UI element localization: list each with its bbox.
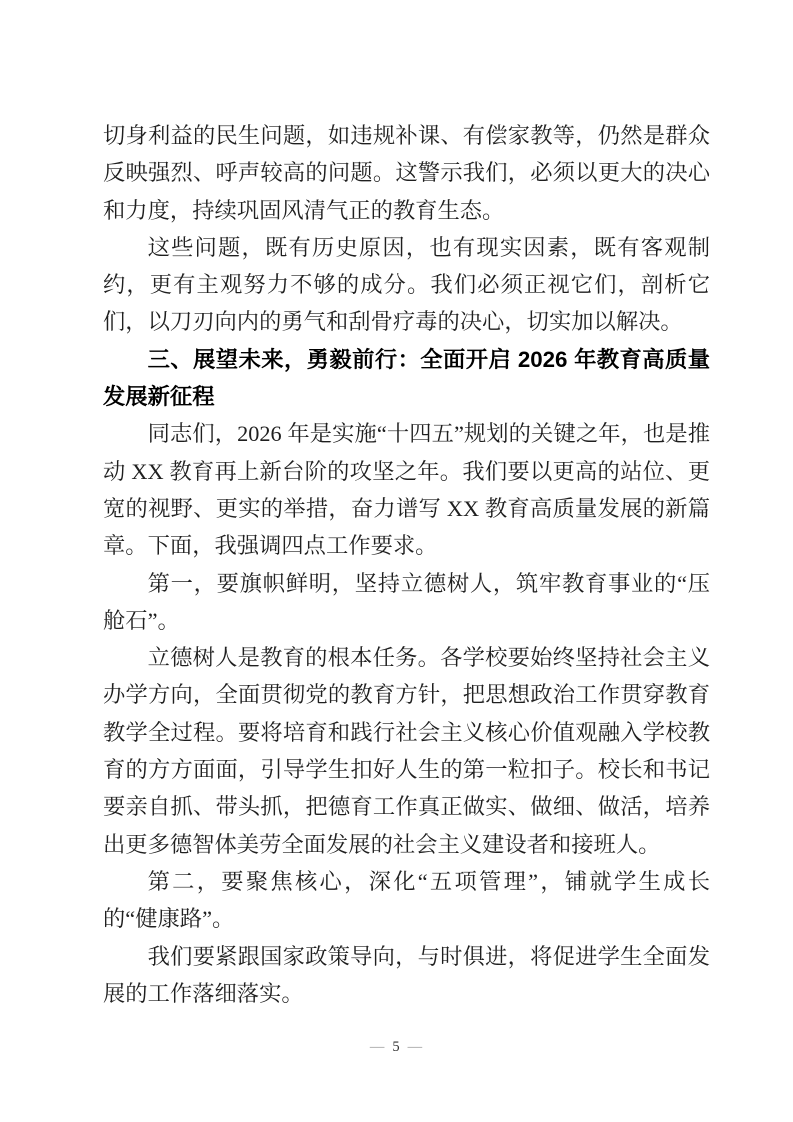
paragraph: 第二，要聚焦核心，深化“五项管理”，铺就学生成长的“健康路”。 bbox=[103, 868, 710, 932]
page-footer bbox=[0, 1036, 793, 1058]
footer-left-dash: — bbox=[369, 1039, 386, 1055]
paragraph: 同志们，2026 年是实施“十四五”规划的关键之年，也是推动 XX 教育再上新台阶的攻坚之年。我们要以更高的站位、更宽的视野、更实的举措，奋力谱写 XX 教育高质量发展的新篇章。下面，我强调四点工作要求。 bbox=[103, 421, 710, 559]
footer-right-dash: — bbox=[407, 1039, 424, 1055]
paragraph: 第一，要旗帜鲜明，坚持立德树人，筑牢教育事业的“压舱石”。 bbox=[103, 570, 710, 633]
paragraph: 我们要紧跟国家政策导向，与时俱进，将促进学生全面发展的工作落细落实。 bbox=[103, 943, 710, 1006]
section-heading: 三、展望未来，勇毅前行：全面开启 2026 年教育高质量发展新征程 bbox=[103, 346, 710, 410]
paragraph: 立德树人是教育的根本任务。各学校要始终坚持社会主义办学方向，全面贯彻党的教育方针，把思想政治工作贯穿教育教学全过程。要将培育和践行社会主义核心价值观融入学校教育的方方面面，引导学生扣好人生的第一粒扣子。校长和书记要亲自抓、带头抓，把德育工作真正做实、做细、做活，培养出更多德智体美劳全面发展的社会主义建设者和接班人。 bbox=[103, 645, 710, 857]
paragraph-continuation: 切身利益的民生问题，如违规补课、有偿家教等，仍然是群众反映强烈、呼声较高的问题。这警示我们，必须以更大的决心和力度，持续巩固风清气正的教育生态。 bbox=[103, 123, 710, 223]
document-body bbox=[103, 117, 710, 1012]
page-number: 5 bbox=[392, 1039, 401, 1055]
paragraph: 这些问题，既有历史原因，也有现实因素，既有客观制约，更有主观努力不够的成分。我们必须正视它们，剖析它们，以刀刃向内的勇气和刮骨疗毒的决心，切实加以解决。 bbox=[103, 234, 710, 335]
